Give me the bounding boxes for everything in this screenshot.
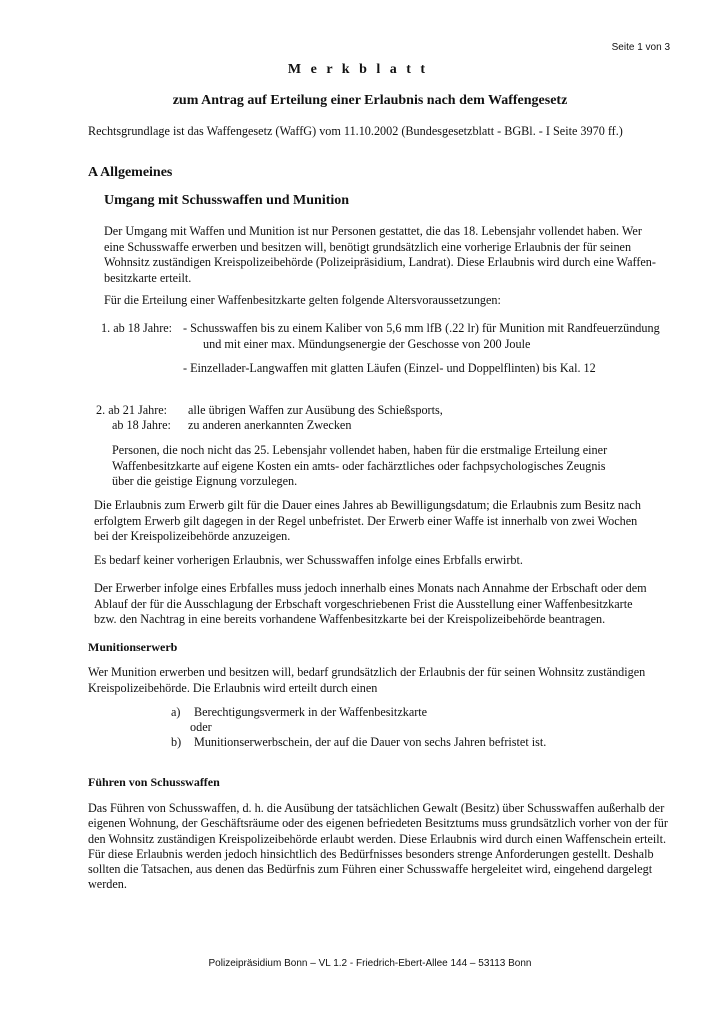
page-number: Seite 1 von 3 xyxy=(611,42,670,53)
paragraph-line: Wer Munition erwerben und besitzen will, bedarf grundsätzlich der Erlaubnis der für seinen Wohnsitz zuständigen xyxy=(88,665,646,679)
ammo-option-b: Munitionserwerbschein, der auf die Dauer von sechs Jahren befristet ist. xyxy=(194,735,547,749)
paragraph-line: eigenen Wohnung, der Geschäftsräume oder des eigenen befriedeten Besitztums muss grundsätzlich vorher von der für xyxy=(88,816,668,831)
paragraph-line: über die geistige Eignung vorzulegen. xyxy=(112,474,298,489)
age-item-1-line: - Schusswaffen bis zu einem Kaliber von 5,6 mm lfB (.22 lr) für Munition mit Randfeuerzündung xyxy=(183,321,660,335)
age-intro: Für die Erteilung einer Waffenbesitzkarte gelten folgende Altersvoraussetzungen: xyxy=(104,293,501,307)
paragraph-line: Für diese Erlaubnis werden jedoch hinsichtlich des Bedürfnisses besonders strenge Anforderungen gestellt. Deshalb xyxy=(88,846,654,861)
paragraph-line: werden. xyxy=(88,877,127,892)
age-item-1-label: 1. ab 18 Jahre: xyxy=(101,321,173,335)
ammo-heading: Munitionserwerb xyxy=(88,640,178,654)
age-item-2-label: 2. ab 21 Jahre: xyxy=(96,403,168,417)
paragraph-line: Ablauf der für die Ausschlagung der Erbschaft vorgeschriebenen Frist die Ausstellung einer Waffenbesitzkarte xyxy=(94,596,633,611)
age-item-1-line: und mit einer max. Mündungsenergie der Geschosse von 200 Joule xyxy=(203,337,531,351)
paragraph-line: Das Führen von Schusswaffen, d. h. die Ausübung der tatsächlichen Gewalt (Besitz) über Schusswaffen außerhalb der xyxy=(88,801,665,815)
paragraph-line: Waffenbesitzkarte auf eigene Kosten ein amts- oder fachärztliches oder fachpsychologisches Zeugnis xyxy=(112,458,606,473)
paragraph-line: Der Erwerber infolge eines Erbfalles muss jedoch innerhalb eines Monats nach Annahme der Erbschaft oder dem xyxy=(94,581,647,595)
paragraph-line: Kreispolizeibehörde. Die Erlaubnis wird erteilt durch einen xyxy=(88,680,378,695)
paragraph-line: den Wohnsitz zuständigen Kreispolizeibehörde erlaubt werden. Diese Erlaubnis wird durch einen Waffenschein erteilt. xyxy=(88,831,667,846)
paragraph-line: bei der Kreispolizeibehörde anzuzeigen. xyxy=(94,529,291,544)
intro-line: Der Umgang mit Waffen und Munition ist nur Personen gestattet, die das 18. Lebensjahr vollendet haben. Wer xyxy=(104,224,642,238)
intro-line: besitzkarte erteilt. xyxy=(104,270,192,285)
ammo-option-b-label: b) xyxy=(171,735,182,749)
paragraph-line: Die Erlaubnis zum Erwerb gilt für die Dauer eines Jahres ab Bewilligungsdatum; die Erlaubnis zum Besitz nach xyxy=(94,498,641,512)
ammo-option-a: Berechtigungsvermerk in der Waffenbesitzkarte xyxy=(194,705,428,719)
age-item-2-label: ab 18 Jahre: xyxy=(112,418,171,432)
legal-basis: Rechtsgrundlage ist das Waffengesetz (WaffG) vom 11.10.2002 (Bundesgesetzblatt - BGBl. - I Seite 3970 ff.) xyxy=(88,124,623,138)
carry-paragraph xyxy=(88,801,668,893)
paragraph-line: erfolgtem Erwerb gilt dagegen in der Regel unbefristet. Der Erwerb einer Waffe ist innerhalb von zwei Wochen xyxy=(94,513,638,528)
inheritance-paragraph: Es bedarf keiner vorherigen Erlaubnis, wer Schusswaffen infolge eines Erbfalls erwirbt. xyxy=(94,553,523,567)
paragraph-line: Personen, die noch nicht das 25. Lebensjahr vollendet haben, haben für die erstmalige Erteilung einer xyxy=(112,443,608,457)
age-item-1-line: - Einzellader-Langwaffen mit glatten Läufen (Einzel- und Doppelflinten) bis Kal. 12 xyxy=(183,361,596,375)
ammo-paragraph xyxy=(88,665,645,696)
intro-line: Wohnsitz zuständigen Kreispolizeibehörde (Polizeipräsidium, Landrat). Diese Erlaubnis wird durch eine Waffen- xyxy=(104,255,656,270)
under-25-paragraph xyxy=(112,443,607,490)
age-item-2-text: alle übrigen Waffen zur Ausübung des Schießsports, xyxy=(188,403,443,417)
section-a-subheading: Umgang mit Schusswaffen und Munition xyxy=(104,193,350,208)
paragraph-line: bzw. den Nachtrag in eine bereits vorhandene Waffenbesitzkarte bei der Kreispolizeibehörde beantragen. xyxy=(94,612,606,627)
paragraph-line: sollten die Tatsachen, aus denen das Bedürfnis zum Führen einer Schusswaffe hergeleitet wird, eingehend dargelegt xyxy=(88,862,653,877)
section-a-heading: A Allgemeines xyxy=(88,165,173,180)
carry-heading: Führen von Schusswaffen xyxy=(88,775,220,789)
page-footer: Polizeipräsidium Bonn – VL 1.2 - Friedrich-Ebert-Allee 144 – 53113 Bonn xyxy=(208,958,532,969)
document-title: M e r k b l a t t xyxy=(287,62,429,77)
document-subtitle: zum Antrag auf Erteilung einer Erlaubnis nach dem Waffengesetz xyxy=(172,93,568,108)
ammo-option-a-label: a) xyxy=(171,705,181,719)
age-item-2-text: zu anderen anerkannten Zwecken xyxy=(188,418,352,432)
intro-paragraph xyxy=(104,224,656,286)
validity-paragraph xyxy=(94,498,641,545)
inheritance-detail-paragraph xyxy=(94,581,647,628)
intro-line: eine Schusswaffe erwerben und besitzen will, benötigt grundsätzlich eine vorherige Erlaubnis der für seinen xyxy=(104,239,632,254)
ammo-or: oder xyxy=(190,720,212,734)
